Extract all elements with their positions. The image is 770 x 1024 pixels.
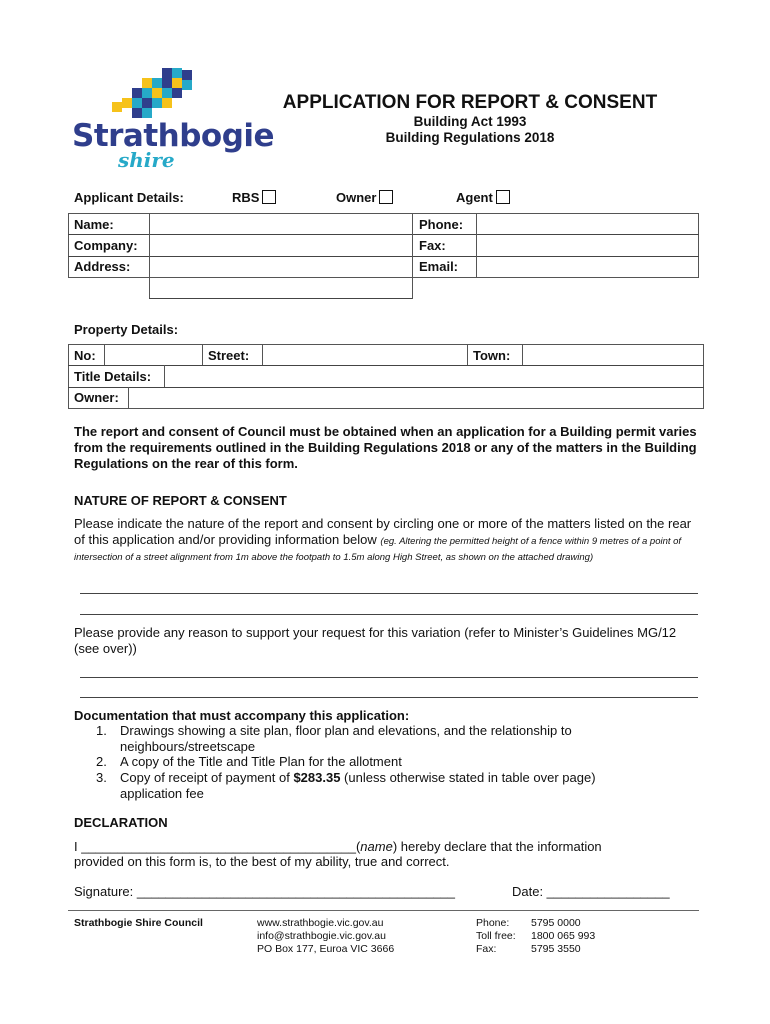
doc-item-3-post: (unless otherwise stated in table over page) application fee — [120, 770, 596, 801]
footer-email[interactable]: info@strathbogie.vic.gov.au — [257, 930, 386, 942]
property-heading: Property Details: — [74, 322, 179, 337]
doc-item-1: Drawings showing a site plan, floor plan and elevations, and the relationship to neighbours/streetscape — [120, 723, 572, 754]
title-details-label: Title Details: — [74, 369, 152, 384]
declaration-line-2: provided on this form is, to the best of my ability, true and correct. — [74, 854, 450, 869]
consent-notice: The report and consent of Council must be obtained when an application for a Building permit varies from the requirements outlined in the Building Regulations 2018 or any of the matters in the Building Regulations on the rear of this form. — [74, 424, 697, 471]
declaration-post: ) hereby declare that the information — [392, 839, 602, 854]
phone-field[interactable] — [477, 214, 698, 234]
council-logo — [72, 66, 275, 176]
agent-checkbox[interactable] — [496, 190, 510, 204]
footer-divider — [68, 910, 699, 911]
logo-wordmark: Strathbogie — [72, 118, 275, 154]
nature-line-2[interactable] — [80, 614, 698, 615]
company-field[interactable] — [150, 235, 411, 255]
reason-line-1[interactable] — [80, 677, 698, 678]
phone-label: Phone: — [419, 217, 464, 232]
town-label: Town: — [473, 348, 511, 363]
footer-fax-label: Fax: — [476, 943, 497, 955]
title-details-field[interactable] — [165, 366, 703, 386]
footer-tollfree-label: Toll free: — [476, 930, 516, 942]
footer-tollfree: 1800 065 993 — [531, 930, 596, 942]
nature-text: Please indicate the nature of the report and consent by circling one or more of the matters listed on the rear of this application and/or providing information below — [74, 516, 692, 547]
footer-council: Strathbogie Shire Council — [74, 917, 203, 929]
date-field[interactable]: Date: _________________ — [512, 884, 670, 899]
agent-option[interactable] — [456, 190, 510, 205]
form-subtitle-act: Building Act 1993 — [413, 114, 527, 129]
doc-item-3-num: 3. — [96, 770, 107, 785]
company-label: Company: — [74, 238, 138, 253]
no-field[interactable] — [105, 345, 201, 365]
doc-item-2-num: 2. — [96, 754, 107, 769]
fee-amount: $283.35 — [293, 770, 341, 785]
owner-label: Owner — [336, 190, 377, 205]
email-label: Email: — [419, 259, 459, 274]
footer-phone-label: Phone: — [476, 917, 510, 929]
street-label: Street: — [208, 348, 250, 363]
owner-checkbox[interactable] — [379, 190, 393, 204]
signature-field[interactable]: Signature: ____________________________________________ — [74, 884, 455, 899]
rbs-label: RBS — [232, 190, 260, 205]
fax-field[interactable] — [477, 235, 698, 255]
footer-fax: 5795 3550 — [531, 943, 581, 955]
property-owner-field[interactable] — [129, 388, 703, 408]
reason-line-2[interactable] — [80, 697, 698, 698]
form-subtitle-regs: Building Regulations 2018 — [385, 130, 555, 145]
nature-paragraph — [74, 516, 704, 564]
no-label: No: — [74, 348, 96, 363]
nature-heading: NATURE OF REPORT & CONSENT — [74, 493, 287, 508]
address-label: Address: — [74, 259, 131, 274]
rbs-option[interactable] — [232, 190, 276, 205]
name-field[interactable] — [150, 214, 411, 234]
doc-item-1-num: 1. — [96, 723, 107, 738]
town-field[interactable] — [523, 345, 703, 365]
street-field[interactable] — [263, 345, 466, 365]
form-title: APPLICATION FOR REPORT & CONSENT — [282, 92, 658, 113]
doc-item-3-pre: Copy of receipt of payment of — [120, 770, 294, 785]
footer-web[interactable]: www.strathbogie.vic.gov.au — [257, 917, 384, 929]
owner-option[interactable] — [336, 190, 393, 205]
logo-shire: shire — [118, 148, 175, 172]
footer-phone: 5795 0000 — [531, 917, 581, 929]
name-label: Name: — [74, 217, 114, 232]
nature-example: (eg. Altering the permitted height of a fence within 9 metres of a point of intersection of a street alignment from 1m above the footpath to 1.5m along High Street, as shown on the attached drawing) — [74, 536, 682, 563]
property-owner-label: Owner: — [74, 390, 119, 405]
applicant-heading: Applicant Details: — [74, 190, 184, 205]
declaration-heading: DECLARATION — [74, 815, 168, 830]
address-field[interactable] — [150, 257, 411, 298]
reason-paragraph: Please provide any reason to support your request for this variation (refer to Minister’s Guidelines MG/12 (see over)) — [74, 625, 677, 656]
doc-item-2: A copy of the Title and Title Plan for the allotment — [120, 754, 402, 769]
declaration-pre: I ______________________________________( — [74, 839, 361, 854]
declaration-name-hint: name — [360, 839, 393, 854]
nature-line-1[interactable] — [80, 593, 698, 594]
documentation-heading: Documentation that must accompany this application: — [74, 708, 410, 723]
doc-item-3 — [120, 770, 660, 802]
footer-po: PO Box 177, Euroa VIC 3666 — [257, 943, 395, 955]
email-field[interactable] — [477, 257, 698, 277]
declaration-line-1[interactable] — [74, 839, 714, 855]
fax-label: Fax: — [419, 238, 446, 253]
rbs-checkbox[interactable] — [262, 190, 276, 204]
agent-label: Agent — [456, 190, 493, 205]
